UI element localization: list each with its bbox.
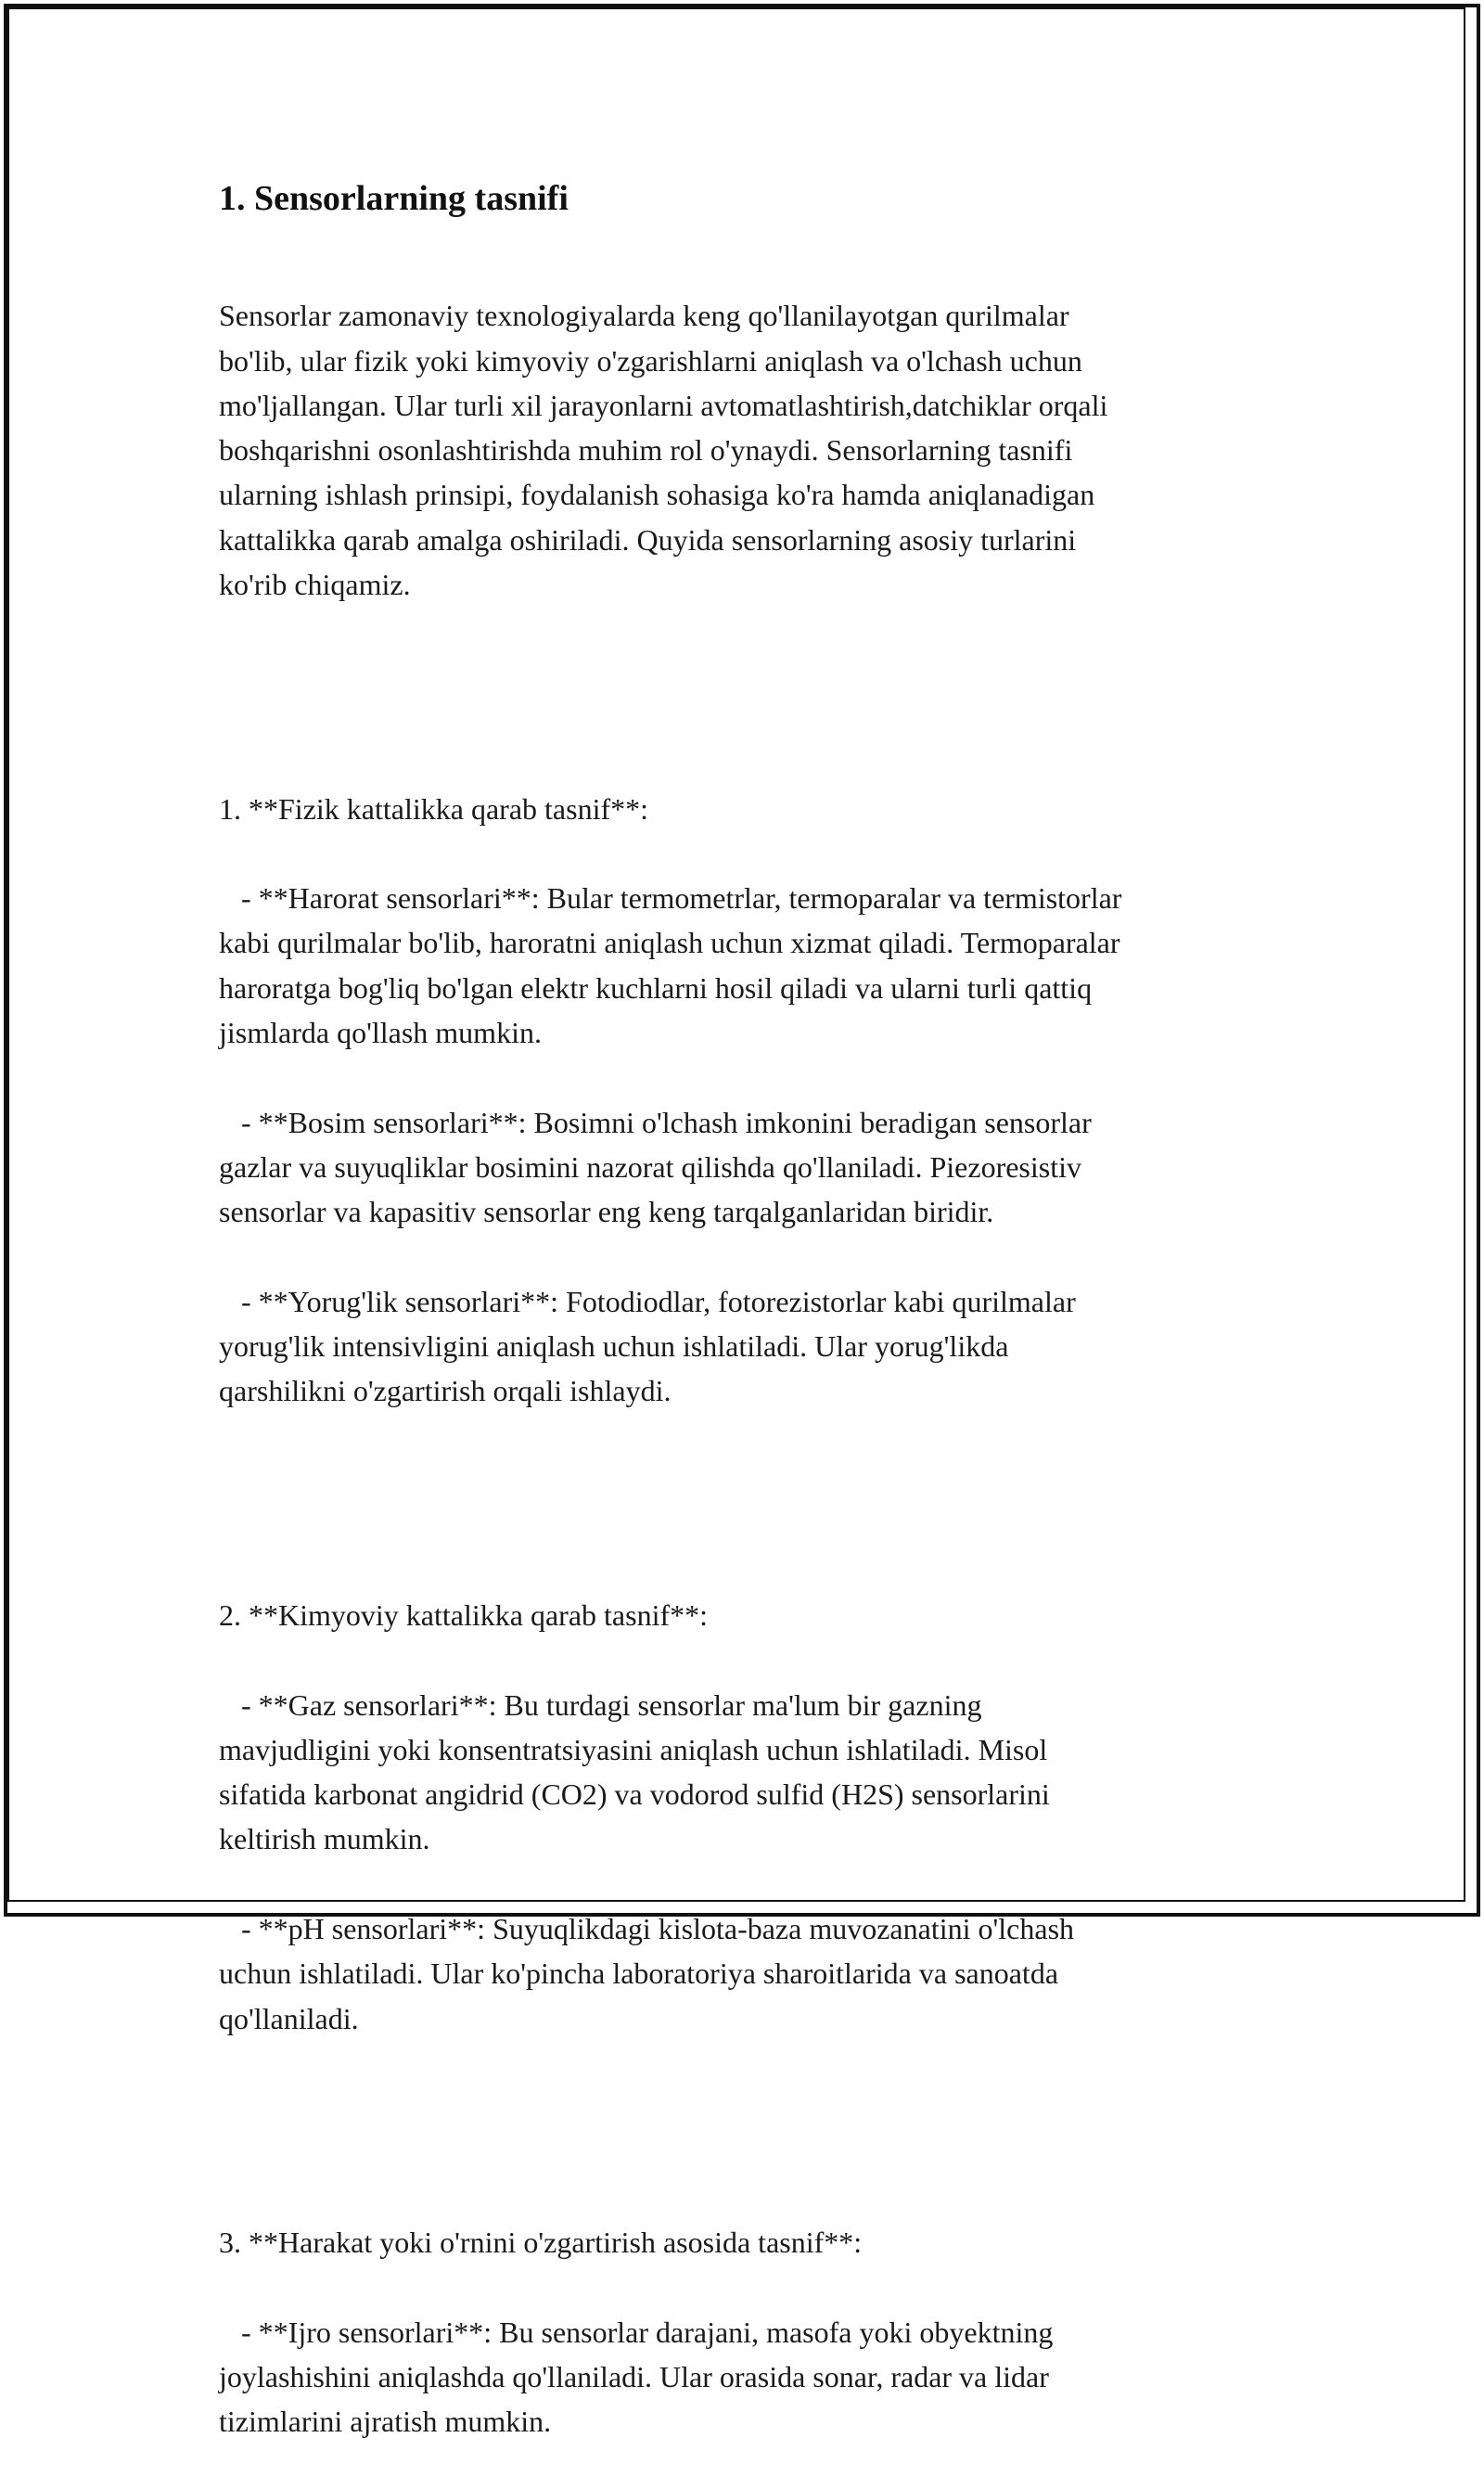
document-body — [219, 249, 1295, 2489]
paragraph-spacer — [219, 652, 1295, 697]
section-item: - **Gaz sensorlari**: Bu turdagi sensorlar ma'lum bir gazning mavjudligini yoki konsentratsiyasini aniqlash uchun ishlatiladi. Misol sifatida karbonat angidrid (CO2) va vodorod sulfid (H2S) sensorlarini keltirish mumkin. — [219, 1687, 1050, 1856]
section-heading: 3. **Harakat yoki o'rnini o'zgartirish asosida tasnif**: — [219, 2226, 863, 2260]
section-item: - **Bosim sensorlari**: Bosimni o'lchash imkonini beradigan sensorlar gazlar va suyuqliklar bosimini nazorat qilishda qo'llaniladi. Piezoresistiv sensorlar va kapasitiv sensorlar eng keng tarqalganlaridan biridir. — [219, 1105, 1092, 1229]
section-item: - **Harorat sensorlari**: Bular termometrlar, termoparalar va termistorlar kabi qurilmalar bo'lib, haroratni aniqlash uchun xizmat qiladi. Termoparalar haroratga bog'liq bo'lgan elektr kuchlarni hosil qiladi va ularni turli qattiq jismlarda qo'llash mumkin. — [219, 881, 1122, 1050]
section-item: - **Ijro sensorlari**: Bu sensorlar darajani, masofa yoki obyektning joylashishini aniqlashda qo'llaniladi. Ular orasida sonar, radar va lidar tizimlarini ajratish mumkin. — [219, 2315, 1054, 2439]
paragraph-spacer — [219, 2085, 1295, 2130]
section-heading: 2. **Kimyoviy kattalikka qarab tasnif**: — [219, 1597, 708, 1632]
paragraph-spacer — [219, 1458, 1295, 1503]
document-content — [219, 173, 1295, 2489]
intro-paragraph: Sensorlar zamonaviy texnologiyalarda keng qo'llanilayotgan qurilmalar bo'lib, ular fizik yoki kimyoviy o'zgarishlarni aniqlash va o'lchash uchun mo'ljallangan. Ular turli xil jarayonlarni avtomatlashtirish,datchiklar orqali boshqarishni osonlashtirishda muhim rol o'ynaydi. Sensorlarning tasnifi ularning ishlash prinsipi, foydalanish sohasiga ko'ra hamda aniqlanadigan kattalikka qarab amalga oshiriladi. Quyida sensorlarning asosiy turlarini ko'rib chiqamiz. — [219, 299, 1108, 602]
section-heading: 1. **Fizik kattalikka qarab tasnif**: — [219, 791, 648, 826]
section-item: - **pH sensorlari**: Suyuqlikdagi kislota-baza muvozanatini o'lchash uchun ishlatiladi. Ular ko'pincha laboratoriya sharoitlarida va sanoatda qo'llaniladi. — [219, 1911, 1075, 2035]
section-item: - **Yorug'lik sensorlari**: Fotodiodlar, fotorezistorlar kabi qurilmalar yorug'lik intensivligini aniqlash uchun ishlatiladi. Ular yorug'likda qarshilikni o'zgartirish orqali ishlaydi. — [219, 1284, 1076, 1408]
document-title: 1. Sensorlarning tasnifi — [219, 179, 569, 218]
